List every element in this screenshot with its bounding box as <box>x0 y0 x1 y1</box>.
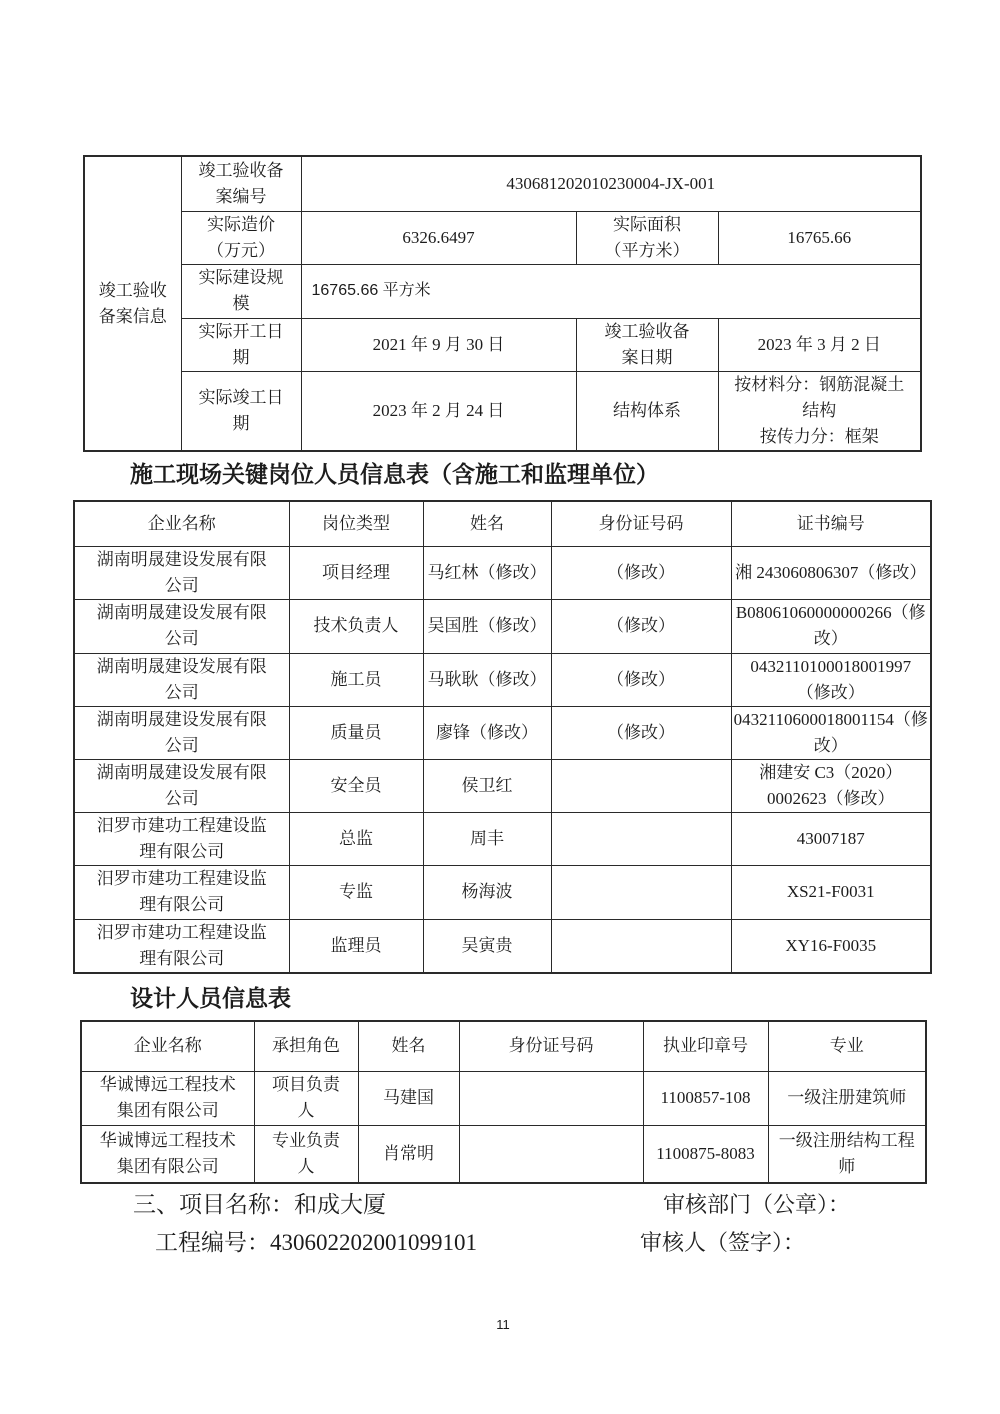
cert-no-cell: XS21-F0031 <box>731 865 931 919</box>
header-seal-no: 执业印章号 <box>643 1021 768 1071</box>
header-company: 企业名称 <box>74 501 289 546</box>
specialty-cell: 一级注册结构工程师 <box>768 1125 926 1183</box>
seal-no-cell: 1100857-108 <box>643 1071 768 1125</box>
site-personnel-title: 施工现场关键岗位人员信息表（含施工和监理单位） <box>130 462 659 487</box>
table-row <box>81 1125 926 1183</box>
table-row <box>74 599 931 653</box>
company-cell: 汨罗市建功工程建设监理有限公司 <box>74 919 289 973</box>
area-value: 16765.66 <box>718 211 921 264</box>
review-department: 审核部门（公章）： <box>663 1192 851 1217</box>
record-no-row <box>84 156 921 211</box>
table-row <box>74 546 931 599</box>
role-cell: 项目负责人 <box>254 1071 358 1125</box>
reviewer: 审核人（签字）： <box>640 1230 806 1255</box>
id-no-cell <box>551 812 731 865</box>
header-role: 承担角色 <box>254 1021 358 1071</box>
table-row <box>81 1071 926 1125</box>
header-specialty: 专业 <box>768 1021 926 1071</box>
cost-value: 6326.6497 <box>301 211 576 264</box>
id-no-cell: （修改） <box>551 706 731 759</box>
position-cell: 监理员 <box>289 919 423 973</box>
cost-area-row <box>84 211 921 264</box>
seal-no-cell: 1100875-8083 <box>643 1125 768 1183</box>
position-cell: 技术负责人 <box>289 599 423 653</box>
company-cell: 华诚博远工程技术集团有限公司 <box>81 1071 254 1125</box>
cert-no-cell: 0432110100018001997（修改） <box>731 653 931 706</box>
specialty-cell: 一级注册建筑师 <box>768 1071 926 1125</box>
company-cell: 湖南明晟建设发展有限公司 <box>74 706 289 759</box>
table-header-row <box>74 501 931 546</box>
structure-force: 按传力分：框架 <box>759 426 879 446</box>
id-no-cell: （修改） <box>551 653 731 706</box>
position-cell: 专监 <box>289 865 423 919</box>
name-cell: 廖锋（修改） <box>423 706 551 759</box>
header-name: 姓名 <box>423 501 551 546</box>
name-cell: 吴国胜（修改） <box>423 599 551 653</box>
structure-material: 按材料分：钢筋混凝土结构 <box>734 374 905 420</box>
position-cell: 总监 <box>289 812 423 865</box>
name-cell: 侯卫红 <box>423 759 551 812</box>
company-cell: 汨罗市建功工程建设监理有限公司 <box>74 812 289 865</box>
start-date-label: 实际开工日期 <box>181 318 301 371</box>
design-personnel-table <box>80 1020 927 1184</box>
name-cell: 肖常明 <box>358 1125 459 1183</box>
dates-row <box>84 318 921 371</box>
id-no-cell <box>551 919 731 973</box>
cost-label: 实际造价（万元） <box>181 211 301 264</box>
name-cell: 吴寅贵 <box>423 919 551 973</box>
area-label: 实际面积（平方米） <box>576 211 718 264</box>
header-position: 岗位类型 <box>289 501 423 546</box>
record-date-value: 2023 年 3 月 2 日 <box>718 318 921 371</box>
project-number: 工程编号：430602202001099101 <box>155 1230 477 1255</box>
record-date-label: 竣工验收备案日期 <box>576 318 718 371</box>
scale-value: 16765.66 平方米 <box>301 264 921 318</box>
role-cell: 专业负责人 <box>254 1125 358 1183</box>
table-row <box>74 919 931 973</box>
cert-no-cell: 0432110600018001154（修改） <box>731 706 931 759</box>
finish-date-label: 实际竣工日期 <box>181 371 301 451</box>
name-cell: 马耿耿（修改） <box>423 653 551 706</box>
id-no-cell <box>551 759 731 812</box>
position-cell: 质量员 <box>289 706 423 759</box>
company-cell: 湖南明晟建设发展有限公司 <box>74 599 289 653</box>
company-cell: 华诚博远工程技术集团有限公司 <box>81 1125 254 1183</box>
header-id-no: 身份证号码 <box>459 1021 643 1071</box>
cert-no-cell: B08061060000000266（修改） <box>731 599 931 653</box>
table-row <box>74 706 931 759</box>
scale-row <box>84 264 921 318</box>
design-personnel-title: 设计人员信息表 <box>130 986 291 1011</box>
company-cell: 湖南明晟建设发展有限公司 <box>74 653 289 706</box>
page-number: 11 <box>496 1317 510 1332</box>
site-personnel-table <box>73 500 932 974</box>
cert-no-cell: 43007187 <box>731 812 931 865</box>
record-no-value: 430681202010230004-JX-001 <box>301 156 921 211</box>
table-row <box>74 865 931 919</box>
finish-structure-row <box>84 371 921 451</box>
id-no-cell: （修改） <box>551 599 731 653</box>
name-cell: 马建国 <box>358 1071 459 1125</box>
header-cert-no: 证书编号 <box>731 501 931 546</box>
finish-date-value: 2023 年 2 月 24 日 <box>301 371 576 451</box>
company-cell: 湖南明晟建设发展有限公司 <box>74 759 289 812</box>
cert-no-cell: XY16-F0035 <box>731 919 931 973</box>
header-name: 姓名 <box>358 1021 459 1071</box>
completion-record-table <box>83 155 922 452</box>
table-header-row <box>81 1021 926 1071</box>
record-no-label: 竣工验收备案编号 <box>181 156 301 211</box>
id-no-cell: （修改） <box>551 546 731 599</box>
position-cell: 施工员 <box>289 653 423 706</box>
company-cell: 湖南明晟建设发展有限公司 <box>74 546 289 599</box>
id-no-cell <box>551 865 731 919</box>
id-no-cell <box>459 1071 643 1125</box>
header-id-no: 身份证号码 <box>551 501 731 546</box>
header-company: 企业名称 <box>81 1021 254 1071</box>
table-row <box>74 653 931 706</box>
cert-no-cell: 湘 243060806307（修改） <box>731 546 931 599</box>
name-cell: 杨海波 <box>423 865 551 919</box>
project-name: 三、项目名称：和成大厦 <box>133 1192 386 1217</box>
table-row <box>74 812 931 865</box>
name-cell: 马红林（修改） <box>423 546 551 599</box>
start-date-value: 2021 年 9 月 30 日 <box>301 318 576 371</box>
position-cell: 安全员 <box>289 759 423 812</box>
company-cell: 汨罗市建功工程建设监理有限公司 <box>74 865 289 919</box>
structure-label: 结构体系 <box>576 371 718 451</box>
scale-label: 实际建设规模 <box>181 264 301 318</box>
cert-no-cell: 湘建安 C3（2020）0002623（修改） <box>731 759 931 812</box>
structure-value <box>718 371 921 451</box>
name-cell: 周丰 <box>423 812 551 865</box>
id-no-cell <box>459 1125 643 1183</box>
table-row <box>74 759 931 812</box>
section-label: 竣工验收备案信息 <box>84 156 181 451</box>
position-cell: 项目经理 <box>289 546 423 599</box>
